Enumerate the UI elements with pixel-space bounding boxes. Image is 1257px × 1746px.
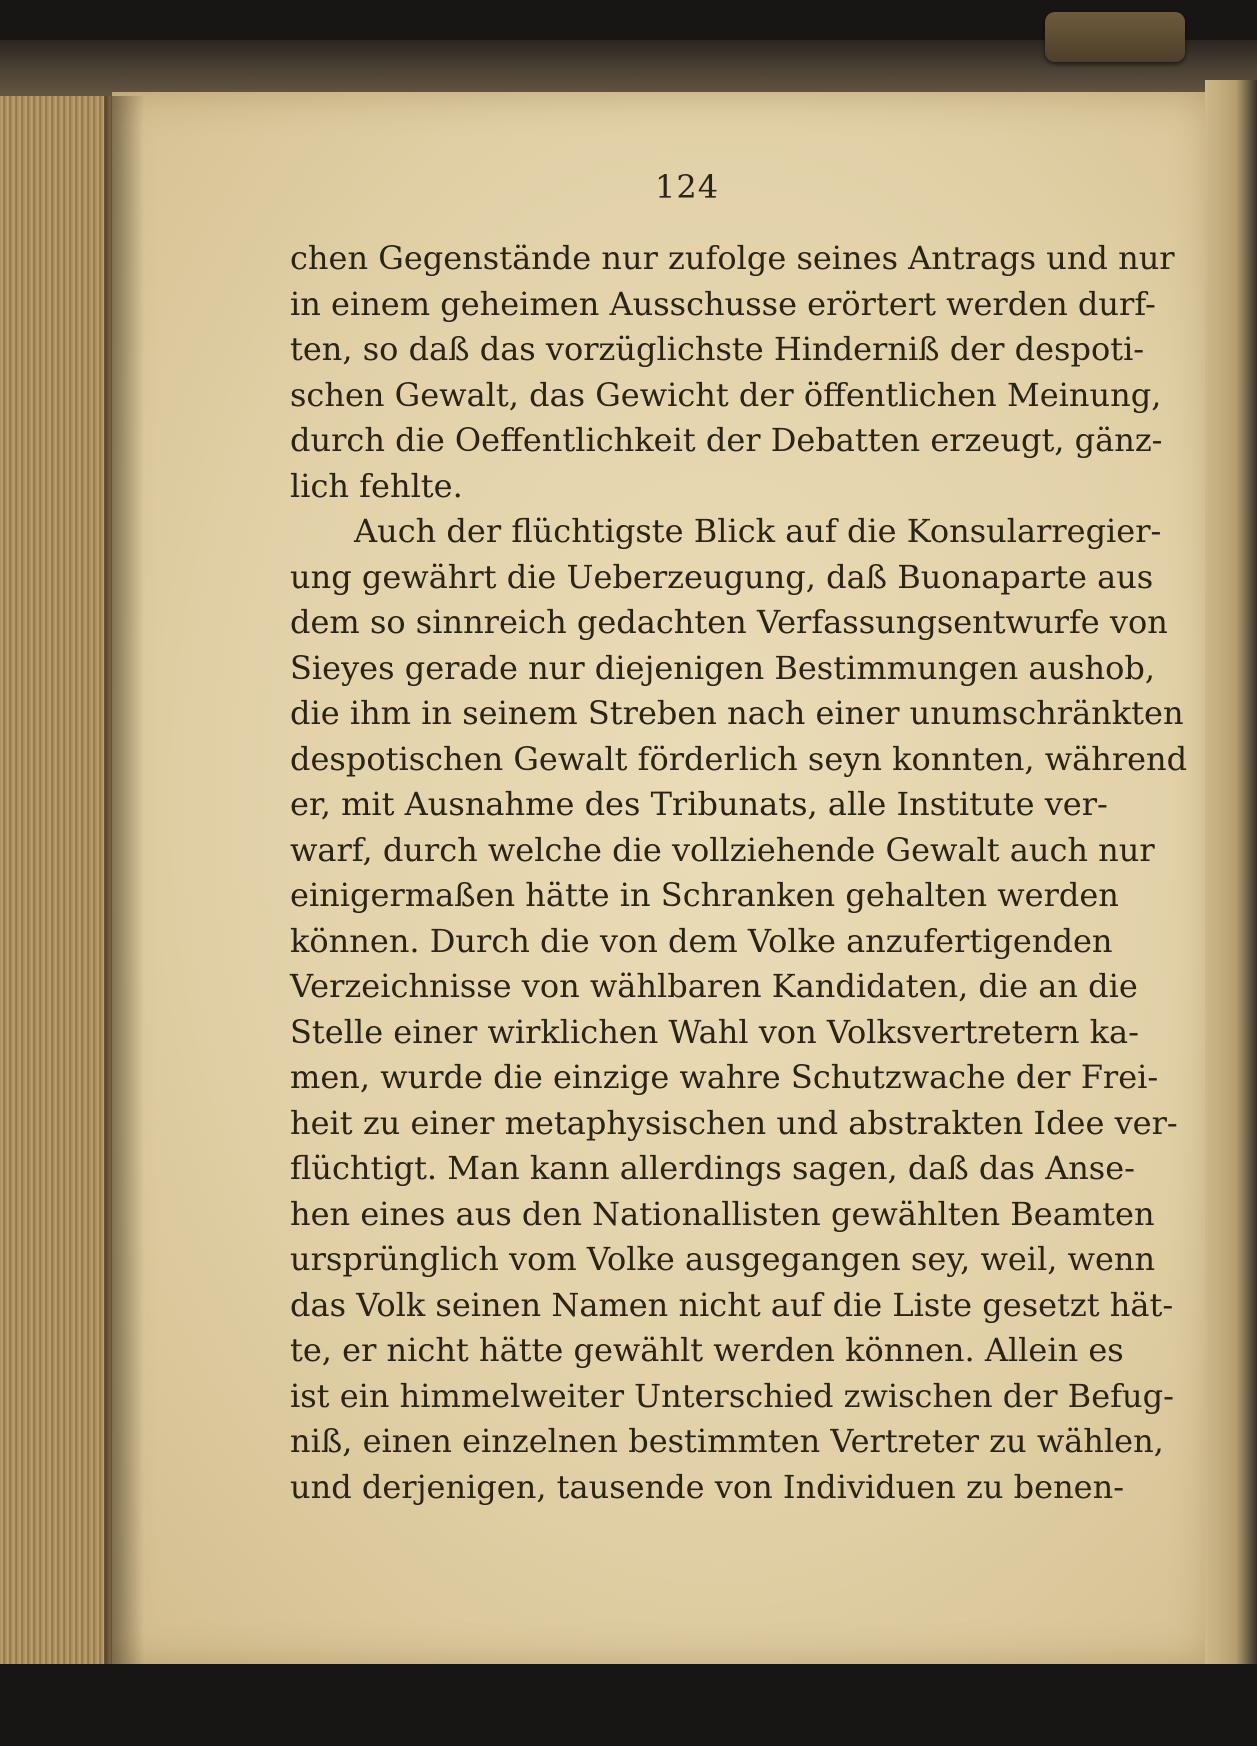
text-line: die ihm in seinem Streben nach einer unumschränkten	[290, 694, 1184, 732]
text-line: er, mit Ausnahme des Tribunats, alle Institute ver-	[290, 785, 1108, 823]
book-bottom-edge	[0, 1664, 1257, 1746]
text-line: despotischen Gewalt förderlich seyn konnten, während	[290, 739, 1188, 778]
text-line: Auch der flüchtigste Blick auf die Konsularregier-	[354, 512, 1162, 550]
text-line: ist ein himmelweiter Unterschied zwischen der Befug-	[290, 1376, 1174, 1415]
text-line: ten, so daß das vorzüglichste Hinderniß der despoti-	[290, 330, 1145, 368]
text-line: warf, durch welche die vollziehende Gewalt auch nur	[290, 830, 1155, 869]
book-clasp	[1045, 12, 1185, 62]
text-line: schen Gewalt, das Gewicht der öffentlichen Meinung,	[290, 375, 1162, 414]
page-stack-right	[1205, 80, 1257, 1670]
text-line: Stelle einer wirklichen Wahl von Volksvertretern ka-	[290, 1012, 1139, 1051]
text-line: durch die Oeffentlichkeit der Debatten erzeugt, gänz-	[290, 421, 1163, 459]
text-line: dem so sinnreich gedachten Verfassungsentwurfe von	[290, 603, 1168, 641]
text-line: lich fehlte.	[290, 466, 463, 505]
text-line: te, er nicht hätte gewählt werden können. Allein es	[290, 1331, 1124, 1369]
text-line: heit zu einer metaphysischen und abstrakten Idee ver-	[290, 1103, 1178, 1142]
body-text	[290, 236, 1188, 1510]
text-line: hen eines aus den Nationallisten gewählten Beamten	[290, 1194, 1155, 1233]
text-line: Sieyes gerade nur diejenigen Bestimmungen aushob,	[290, 648, 1156, 687]
text-line: einigermaßen hätte in Schranken gehalten werden	[290, 876, 1119, 914]
text-line: das Volk seinen Namen nicht auf die Liste gesetzt hät-	[290, 1285, 1174, 1324]
gutter-shadow	[104, 96, 144, 1664]
text-line: ursprünglich vom Volke ausgegangen sey, weil, wenn	[290, 1240, 1156, 1278]
text-line: in einem geheimen Ausschusse erörtert werden durf-	[290, 284, 1156, 323]
text-line: men, wurde die einzige wahre Schutzwache der Frei-	[290, 1058, 1159, 1096]
page-stack-left	[0, 96, 120, 1664]
text-line: können. Durch die von dem Volke anzufertigenden	[290, 921, 1113, 960]
text-line: ung gewährt die Ueberzeugung, daß Buonaparte aus	[290, 557, 1154, 596]
page-number: 124	[655, 168, 720, 206]
text-line: chen Gegenstände nur zufolge seines Antrags und nur	[290, 239, 1175, 277]
text-line: flüchtigt. Man kann allerdings sagen, daß das Anse-	[290, 1149, 1135, 1187]
text-line: und derjenigen, tausende von Individuen zu benen-	[290, 1467, 1125, 1506]
text-line: niß, einen einzelnen bestimmten Vertreter zu wählen,	[290, 1422, 1164, 1460]
text-line: Verzeichnisse von wählbaren Kandidaten, die an die	[290, 967, 1138, 1005]
